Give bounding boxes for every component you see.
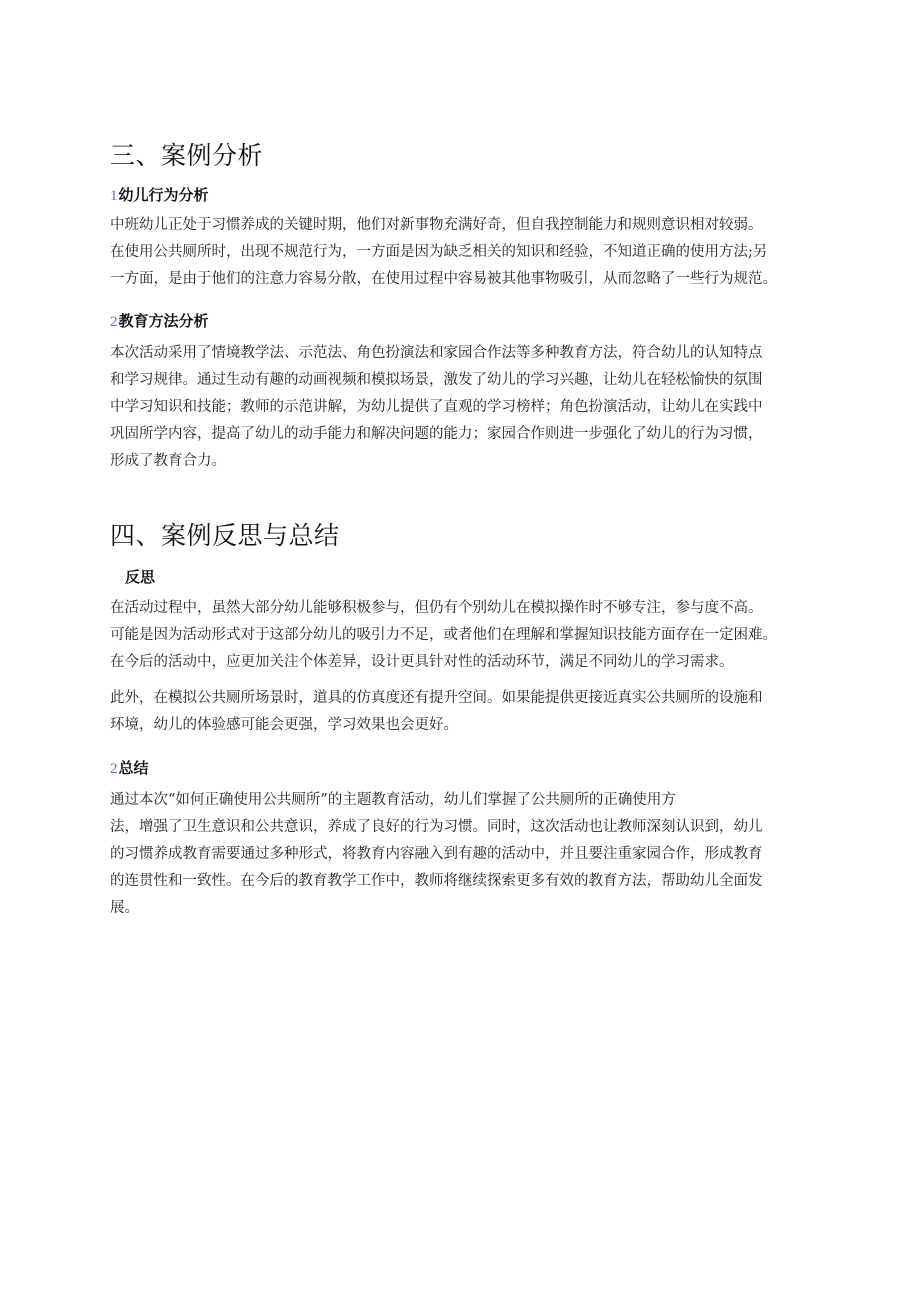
paragraph	[110, 340, 830, 475]
subsection-heading-text: 幼儿行为分析	[118, 186, 209, 204]
paragraph	[110, 787, 830, 922]
subsection-heading-text: 教育方法分析	[118, 312, 209, 330]
text-line: 形成了教育合力。	[110, 453, 226, 469]
text-line: 巩固所学内容，提高了幼儿的动手能力和解决问题的能力；家园合作则进一步强化了幼儿的行为习惯，	[110, 426, 763, 442]
paragraph	[110, 212, 830, 293]
subsection-heading	[110, 757, 149, 778]
text-line: 中学习知识和技能；教师的示范讲解，为幼儿提供了直观的学习榜样；角色扮演活动，让幼儿在实践中	[110, 399, 763, 415]
text-line: 在今后的活动中，应更加关注个体差异，设计更具针对性的活动环节，满足不同幼儿的学习需求。	[110, 654, 734, 670]
paragraph	[110, 685, 830, 739]
text-line: 在活动过程中，虽然大部分幼儿能够积极参与，但仍有个别幼儿在模拟操作时不够专注，参与度不高。	[110, 600, 763, 616]
text-line: 在使用公共厕所时，出现不规范行为，一方面是因为缺乏相关的知识和经验，不知道正确的使用方法;另	[110, 244, 768, 260]
text-line: 本次活动采用了情境教学法、示范法、角色扮演法和家园合作法等多种教育方法，符合幼儿的认知特点	[110, 345, 763, 361]
section-title: 四、案例反思与总结	[110, 521, 340, 550]
text-line: 的连贯性和一致性。在今后的教育教学工作中，教师将继续探索更多有效的教育方法，帮助幼儿全面发	[110, 873, 763, 889]
text-line: 通过本次“如何正确使用公共厕所”的主题教育活动，幼儿们掌握了公共厕所的正确使用方	[110, 792, 676, 808]
text-line: 法，增强了卫生意识和公共意识，养成了良好的行为习惯。同时，这次活动也让教师深刻认识到，幼儿	[110, 819, 763, 835]
text-line: 此外，在模拟公共厕所场景时，道具的仿真度还有提升空间。如果能提供更接近真实公共厕所的设施和	[110, 690, 763, 706]
subsection-number: 2	[110, 314, 118, 330]
subsection-heading	[110, 310, 209, 331]
text-line: 的习惯养成教育需要通过多种形式，将教育内容融入到有趣的活动中，并且要注重家园合作，形成教育	[110, 846, 763, 862]
text-line: 和学习规律。通过生动有趣的动画视频和模拟场景，激发了幼儿的学习兴趣，让幼儿在轻松愉快的氛围	[110, 372, 763, 388]
subsection-number: 2	[110, 761, 118, 777]
paragraph	[110, 595, 830, 676]
text-line: 环境，幼儿的体验感可能会更强，学习效果也会更好。	[110, 717, 458, 733]
subsection-heading	[110, 184, 209, 205]
text-line: 展。	[110, 900, 139, 916]
subsection-heading	[124, 566, 155, 587]
text-line: 一方面，是由于他们的注意力容易分散，在使用过程中容易被其他事物吸引，从而忽略了一些行为规范。	[110, 271, 777, 287]
subsection-number: 1	[110, 188, 118, 204]
subsection-heading-text: 总结	[118, 759, 149, 777]
subsection-heading-text: 反思	[125, 568, 156, 586]
section-title: 三、案例分析	[110, 141, 264, 170]
text-line: 可能是因为活动形式对于这部分幼儿的吸引力不足，或者他们在理解和掌握知识技能方面存在一定困难。	[110, 627, 777, 643]
text-line: 中班幼儿正处于习惯养成的关键时期，他们对新事物充满好奇，但自我控制能力和规则意识相对较弱。	[110, 217, 763, 233]
